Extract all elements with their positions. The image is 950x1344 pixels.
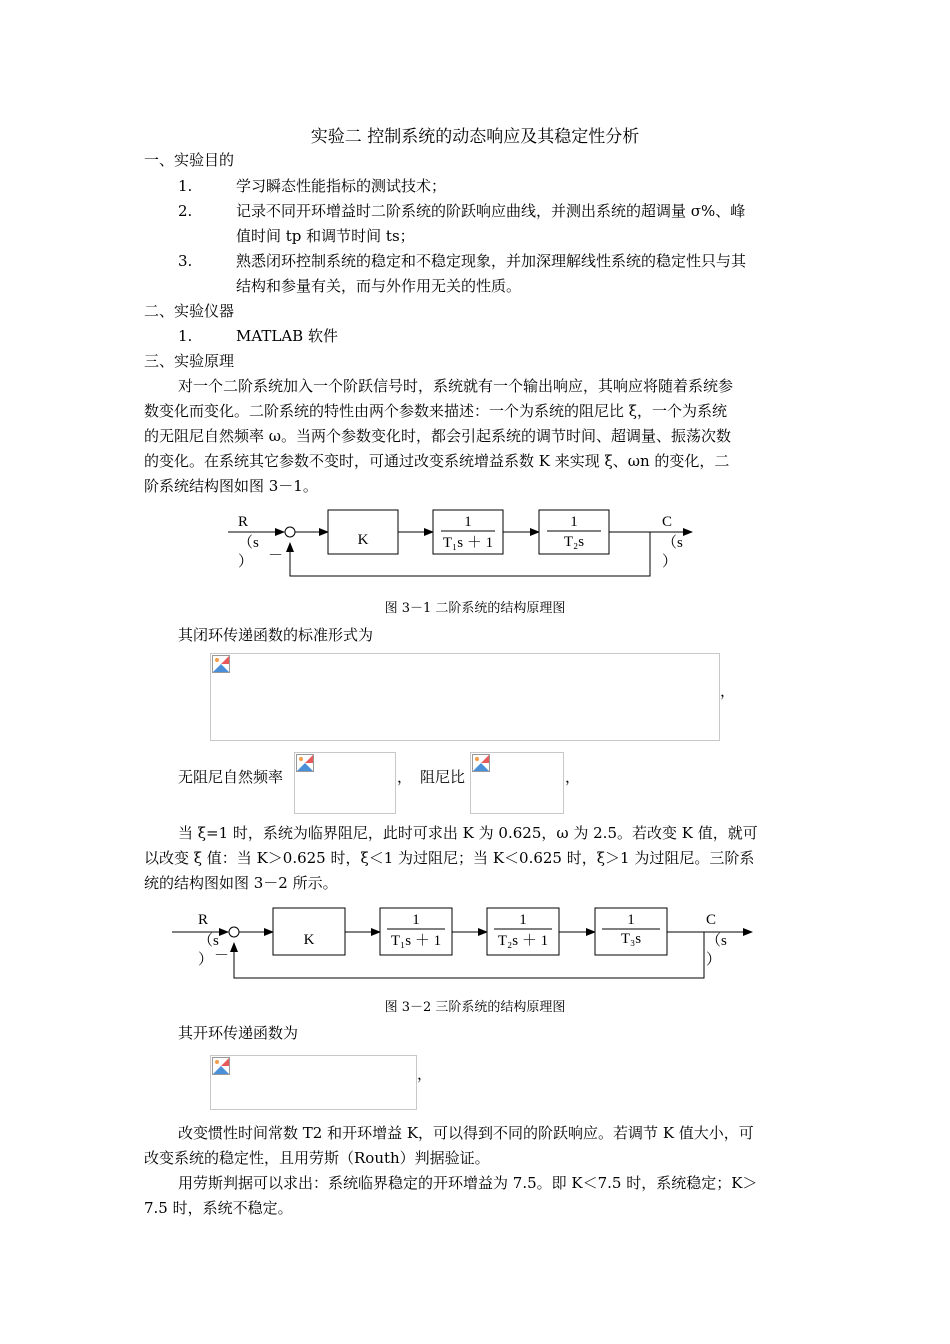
damping-ratio-label: 阻尼比 [420, 768, 466, 786]
trailing-comma: ， [720, 682, 736, 700]
input-label: R [238, 514, 249, 530]
gain-label: K [357, 532, 369, 548]
paragraph-line: 改变惯性时间常数 T2 和开环增益 K，可以得到不同的阶跃响应。若调节 K 值大小，可 [178, 1124, 754, 1142]
paragraph-line: 当 ξ=1 时，系统为临界阻尼，此时可求出 K 为 0.625，ω 为 2.5。若改变 K 值，就可 [178, 824, 758, 842]
broken-image-icon [296, 754, 314, 772]
paragraph-line: 对一个二阶系统加入一个阶跃信号时，系统就有一个输出响应，其响应将随着系统参 [178, 377, 734, 395]
block-denominator: T₂s [563, 534, 585, 550]
section-heading-instruments: 二、实验仪器 [144, 302, 235, 320]
list-number: 2. [178, 202, 193, 220]
paragraph-line: 用劳斯判据可以求出：系统临界稳定的开环增益为 7.5。即 K＜7.5 时，系统稳定；K＞ [178, 1174, 758, 1192]
input-label-paren: ） [238, 554, 254, 570]
trailing-comma: ， [565, 768, 581, 786]
output-label: C [662, 514, 673, 530]
block-denominator: T₁s ＋ 1 [442, 535, 494, 551]
figure-caption: 图 3－2 三阶系统的结构原理图 [384, 1000, 566, 1015]
output-label-paren: （s [706, 933, 727, 949]
closed-loop-formula-image [210, 653, 720, 741]
broken-image-icon [212, 655, 230, 673]
figure-caption: 图 3－1 二阶系统的结构原理图 [384, 601, 566, 616]
trailing-comma: ， [417, 1065, 433, 1083]
damping-ratio-formula-image [470, 752, 564, 814]
list-item: 学习瞬态性能指标的测试技术； [236, 177, 447, 195]
block-numerator: 1 [519, 912, 527, 928]
input-label: R [198, 912, 209, 928]
block-denominator: T₁s ＋ 1 [390, 933, 442, 949]
paragraph-line: 的变化。在系统其它参数不变时，可通过改变系统增益系数 K 来实现 ξ、ωn 的变化，二 [144, 452, 730, 470]
separator-comma: ， [397, 768, 413, 786]
paragraph-line: 以改变 ξ 值：当 K＞0.625 时，ξ＜1 为过阻尼；当 K＜0.625 时，ξ＞1 为过阻尼。三阶系 [144, 849, 755, 867]
paragraph-line: 其开环传递函数为 [178, 1024, 299, 1042]
paragraph-line: 统的结构图如图 3－2 所示。 [144, 874, 338, 892]
summing-junction [229, 927, 239, 937]
summing-junction [285, 527, 295, 537]
block-denominator: T₃s [620, 931, 642, 947]
paragraph-line: 7.5 时，系统不稳定。 [144, 1199, 293, 1217]
broken-image-icon [212, 1057, 230, 1075]
paragraph-line: 阶系统结构图如图 3－1。 [144, 477, 318, 495]
input-label-paren: （s [238, 535, 259, 551]
page-title: 实验二 控制系统的动态响应及其稳定性分析 [310, 127, 640, 147]
block-denominator: T₂s ＋ 1 [497, 933, 549, 949]
gain-label: K [303, 932, 315, 948]
block-numerator: 1 [627, 912, 635, 928]
list-item: 熟悉闭环控制系统的稳定和不稳定现象，并加深理解线性系统的稳定性只与其 [236, 252, 747, 270]
minus-sign: － [214, 948, 230, 964]
paragraph-line: 数变化而变化。二阶系统的特性由两个参数来描述：一个为系统的阻尼比 ξ，一个为系统 [144, 402, 728, 420]
list-item-continued: 结构和参量有关，而与外作用无关的性质。 [236, 277, 522, 295]
third-order-block-diagram [0, 898, 950, 993]
natural-frequency-label: 无阻尼自然频率 [178, 768, 284, 786]
second-order-block-diagram [0, 500, 950, 595]
block-numerator: 1 [412, 912, 420, 928]
list-number: 1. [178, 177, 193, 195]
paragraph-line: 改变系统的稳定性，且用劳斯（Routh）判据验证。 [144, 1149, 490, 1167]
output-label: C [706, 912, 717, 928]
paragraph-line: 其闭环传递函数的标准形式为 [178, 626, 374, 644]
list-item-continued: 值时间 tp 和调节时间 ts； [236, 227, 415, 245]
input-label-paren: ） [198, 952, 214, 968]
open-loop-formula-image [210, 1055, 417, 1110]
natural-frequency-formula-image [294, 752, 396, 814]
block-numerator: 1 [464, 514, 472, 530]
output-label-paren: ） [662, 554, 678, 570]
list-number: 1. [178, 327, 193, 345]
minus-sign: － [268, 548, 284, 564]
output-label-paren: ） [706, 952, 722, 968]
list-item: MATLAB 软件 [236, 327, 338, 345]
output-label-paren: （s [662, 535, 683, 551]
section-heading-principle: 三、实验原理 [144, 352, 235, 370]
paragraph-line: 的无阻尼自然频率 ω。当两个参数变化时，都会引起系统的调节时间、超调量、振荡次数 [144, 427, 732, 445]
list-number: 3. [178, 252, 193, 270]
section-heading-purpose: 一、实验目的 [144, 151, 235, 169]
list-item: 记录不同开环增益时二阶系统的阶跃响应曲线，并测出系统的超调量 σ%、峰 [236, 202, 746, 220]
input-label-paren: （s [198, 933, 219, 949]
block-numerator: 1 [570, 514, 578, 530]
broken-image-icon [472, 754, 490, 772]
